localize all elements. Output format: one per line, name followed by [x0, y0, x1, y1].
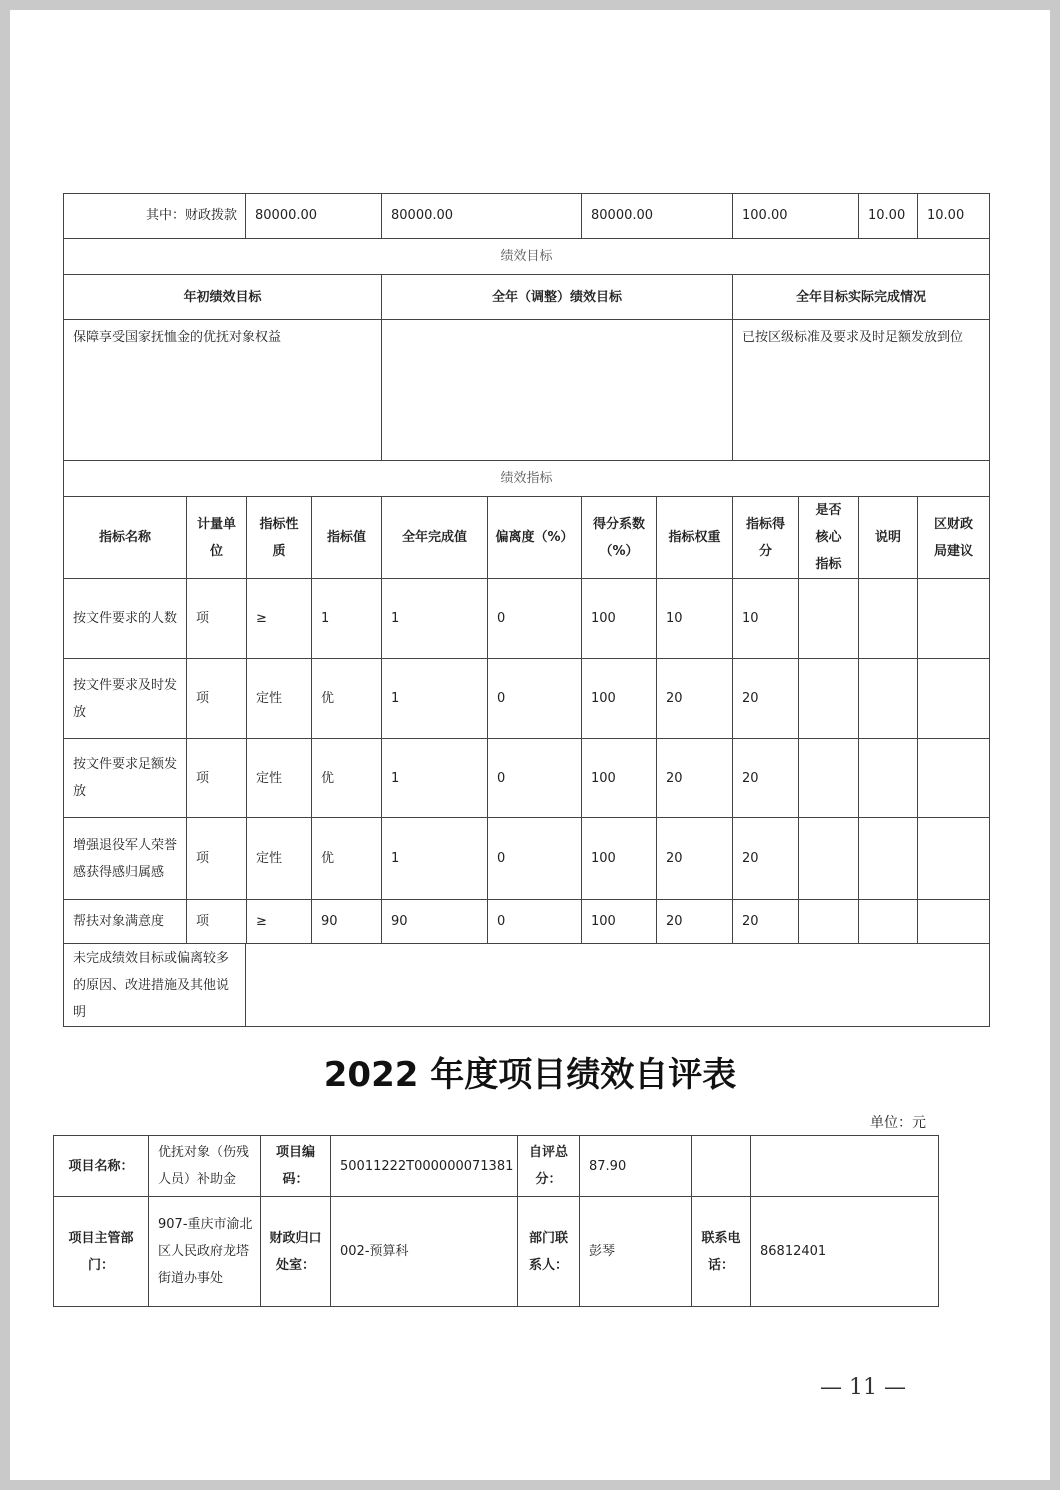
- indicator-header: 说明: [858, 496, 918, 579]
- funding-value: 80000.00: [245, 193, 382, 239]
- empty-cell: [691, 1135, 751, 1197]
- indicator-header: 区财政局建议: [917, 496, 990, 579]
- unit-label: 单位：元: [870, 1115, 926, 1131]
- project-code-label: 项目编码：: [260, 1135, 331, 1197]
- indicator-cell: 定性: [246, 738, 312, 818]
- indicator-cell: [858, 817, 918, 900]
- indicator-cell: [798, 899, 859, 944]
- indicator-name: 按文件要求及时发放: [63, 658, 187, 739]
- indicator-cell: 1: [381, 738, 488, 818]
- indicator-cell: 优: [311, 658, 382, 739]
- funding-value: 10.00: [858, 193, 918, 239]
- indicator-cell: 项: [186, 899, 247, 944]
- project-name-label: 项目名称：: [53, 1135, 149, 1197]
- indicator-cell: 100: [581, 578, 657, 659]
- funding-value: 80000.00: [581, 193, 733, 239]
- indicator-cell: [858, 658, 918, 739]
- indicator-cell: 项: [186, 817, 247, 900]
- finance-value: 002-预算科: [330, 1196, 518, 1307]
- goals-initial-text: 保障享受国家抚恤金的优抚对象权益: [63, 319, 382, 461]
- indicator-cell: 20: [656, 738, 733, 818]
- indicator-cell: 1: [381, 817, 488, 900]
- finance-label: 财政归口处室：: [260, 1196, 331, 1307]
- indicator-cell: 项: [186, 658, 247, 739]
- indicator-cell: [858, 738, 918, 818]
- indicator-header: 指标性质: [246, 496, 312, 579]
- indicator-name: 帮扶对象满意度: [63, 899, 187, 944]
- indicator-cell: [858, 578, 918, 659]
- goals-actual-header: 全年目标实际完成情况: [732, 274, 990, 320]
- indicator-note-value: [245, 943, 990, 1027]
- dept-value: 907-重庆市渝北区人民政府龙塔街道办事处: [148, 1196, 261, 1307]
- indicator-name: 增强退役军人荣誉感获得感归属感: [63, 817, 187, 900]
- indicator-cell: 100: [581, 658, 657, 739]
- indicator-header: 计量单位: [186, 496, 247, 579]
- phone-value: 86812401: [750, 1196, 939, 1307]
- indicator-cell: 100: [581, 817, 657, 900]
- indicator-cell: 90: [311, 899, 382, 944]
- funding-label: 其中：财政拨款: [63, 193, 246, 239]
- indicator-header: 指标权重: [656, 496, 733, 579]
- score-label: 自评总分：: [517, 1135, 580, 1197]
- goals-actual-text: 已按区级标准及要求及时足额发放到位: [732, 319, 990, 461]
- empty-cell: [750, 1135, 939, 1197]
- funding-value: 10.00: [917, 193, 990, 239]
- score-value: 87.90: [579, 1135, 692, 1197]
- indicator-cell: 定性: [246, 817, 312, 900]
- contact-label: 部门联系人：: [517, 1196, 580, 1307]
- form-title: 2022 年度项目绩效自评表: [323, 1055, 737, 1095]
- indicator-cell: 10: [656, 578, 733, 659]
- goals-initial-header: 年初绩效目标: [63, 274, 382, 320]
- indicator-cell: 0: [487, 578, 582, 659]
- indicators-section-title: 绩效指标: [63, 460, 990, 497]
- indicator-cell: 20: [656, 658, 733, 739]
- indicator-cell: 定性: [246, 658, 312, 739]
- indicator-name: 按文件要求足额发放: [63, 738, 187, 818]
- indicator-cell: [917, 817, 990, 900]
- indicator-header: 指标得分: [732, 496, 799, 579]
- indicator-header: 偏离度（%）: [487, 496, 582, 579]
- indicator-cell: 1: [311, 578, 382, 659]
- project-name-value: 优抚对象（伤残人员）补助金: [148, 1135, 261, 1197]
- contact-value: 彭琴: [579, 1196, 692, 1307]
- indicator-cell: 1: [381, 578, 488, 659]
- indicator-header: 是否核心指标: [798, 496, 859, 579]
- indicator-cell: 20: [732, 658, 799, 739]
- indicator-cell: ≥: [246, 578, 312, 659]
- indicator-name: 按文件要求的人数: [63, 578, 187, 659]
- indicator-header: 指标名称: [63, 496, 187, 579]
- indicator-cell: [798, 578, 859, 659]
- indicator-cell: 0: [487, 658, 582, 739]
- indicator-cell: 20: [732, 899, 799, 944]
- indicator-cell: 优: [311, 738, 382, 818]
- indicator-cell: 20: [732, 817, 799, 900]
- indicator-cell: 90: [381, 899, 488, 944]
- indicator-cell: 100: [581, 738, 657, 818]
- indicator-header: 得分系数（%）: [581, 496, 657, 579]
- dept-label: 项目主管部门：: [53, 1196, 149, 1307]
- indicator-cell: 20: [732, 738, 799, 818]
- goals-adjusted-header: 全年（调整）绩效目标: [381, 274, 733, 320]
- indicator-cell: [798, 658, 859, 739]
- page-number: — 11 —: [820, 1375, 906, 1400]
- indicator-cell: 10: [732, 578, 799, 659]
- indicator-cell: [917, 578, 990, 659]
- indicator-cell: 项: [186, 738, 247, 818]
- indicator-cell: [917, 738, 990, 818]
- indicator-cell: 100: [581, 899, 657, 944]
- funding-value: 80000.00: [381, 193, 582, 239]
- indicator-header: 指标值: [311, 496, 382, 579]
- funding-value: 100.00: [732, 193, 859, 239]
- indicator-cell: [798, 817, 859, 900]
- indicator-note-label: 未完成绩效目标或偏离较多的原因、改进措施及其他说明: [63, 943, 246, 1027]
- indicator-cell: 优: [311, 817, 382, 900]
- indicator-cell: 20: [656, 817, 733, 900]
- indicator-cell: [917, 899, 990, 944]
- indicator-cell: [858, 899, 918, 944]
- indicator-cell: 项: [186, 578, 247, 659]
- indicator-cell: 0: [487, 738, 582, 818]
- project-code-value: 50011222T000000071381: [330, 1135, 518, 1197]
- indicator-cell: 0: [487, 817, 582, 900]
- indicator-cell: ≥: [246, 899, 312, 944]
- indicator-cell: 20: [656, 899, 733, 944]
- indicator-cell: 1: [381, 658, 488, 739]
- indicator-header: 全年完成值: [381, 496, 488, 579]
- indicator-cell: [798, 738, 859, 818]
- indicator-cell: 0: [487, 899, 582, 944]
- phone-label: 联系电话：: [691, 1196, 751, 1307]
- goals-adjusted-text: [381, 319, 733, 461]
- goals-section-title: 绩效目标: [63, 238, 990, 275]
- indicator-cell: [917, 658, 990, 739]
